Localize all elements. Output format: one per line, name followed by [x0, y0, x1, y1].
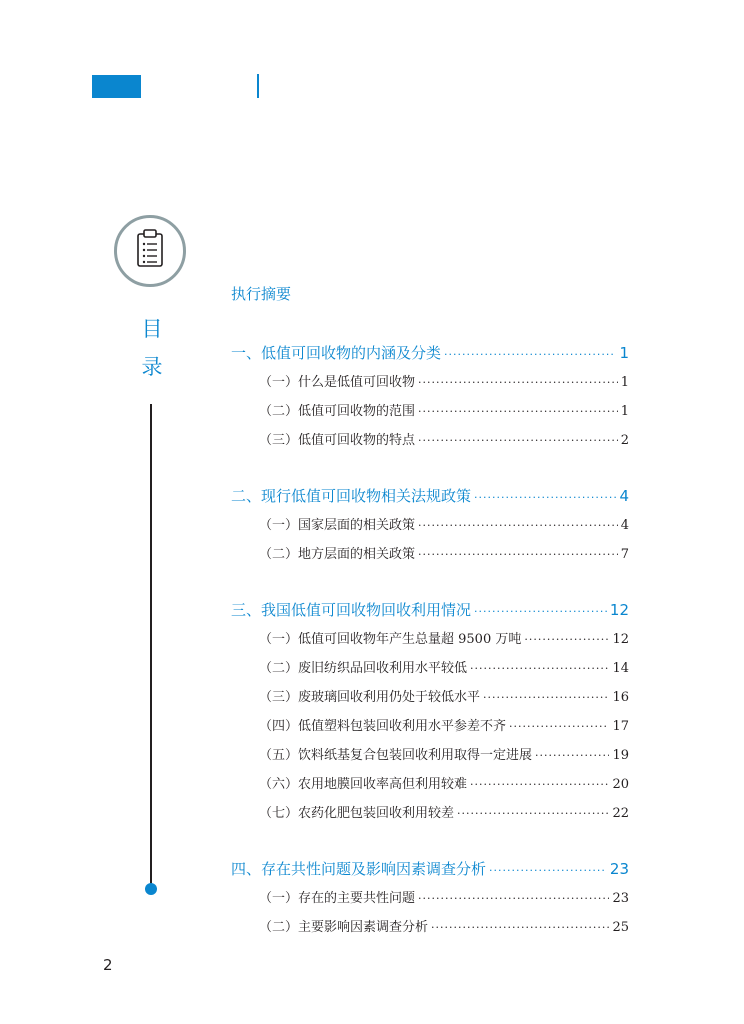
- toc-subentry-page: 16: [612, 690, 629, 705]
- toc-entry[interactable]: [231, 596, 629, 625]
- toc-subentry-page: 12: [612, 632, 629, 647]
- toc-leader-dots: [524, 625, 609, 654]
- decorative-dot: [145, 883, 157, 895]
- toc-subentry[interactable]: [231, 426, 629, 455]
- toc-subentry[interactable]: [231, 368, 629, 397]
- toc-subentry-title: （一）什么是低值可回收物: [259, 375, 416, 390]
- toc-title-char-2: 录: [141, 355, 163, 379]
- toc-leader-dots: [431, 913, 609, 942]
- toc-subentry-page: 17: [612, 719, 629, 734]
- toc-subentry-title: （一）存在的主要共性问题: [259, 891, 416, 906]
- toc-subentry[interactable]: [231, 683, 629, 712]
- toc-leader-dots: [535, 741, 609, 770]
- toc-subentry-title: （六）农用地膜回收率高但利用较难: [259, 777, 468, 792]
- toc-subentry-page: 2: [620, 433, 629, 448]
- toc-subentry-title: （二）废旧纺织品回收利用水平较低: [259, 661, 468, 676]
- toc-subentry-title: （七）农药化肥包装回收利用较差: [259, 806, 455, 821]
- toc-leader-dots: [444, 340, 616, 369]
- toc-leader-dots: [457, 799, 609, 828]
- toc-subentry-title: （一）国家层面的相关政策: [259, 518, 416, 533]
- header-color-block: [92, 75, 141, 98]
- toc-subentry[interactable]: [231, 770, 629, 799]
- toc-subentry[interactable]: [231, 799, 629, 828]
- toc-leader-dots: [470, 654, 609, 683]
- toc-leader-dots: [418, 884, 609, 913]
- toc-section: [231, 482, 629, 569]
- toc-subentry-page: 22: [612, 806, 629, 821]
- toc-subentry-title: （一）低值可回收物年产生总量超 9500 万吨: [259, 632, 522, 647]
- toc-heading-executive-summary[interactable]: 执行摘要: [231, 285, 292, 303]
- toc-leader-dots: [418, 540, 618, 569]
- toc-subentry[interactable]: [231, 741, 629, 770]
- toc-entry[interactable]: [231, 855, 629, 884]
- toc-subentry-page: 7: [620, 547, 629, 562]
- toc-leader-dots: [418, 368, 618, 397]
- toc-subentry[interactable]: [231, 397, 629, 426]
- toc-leader-dots: [474, 483, 616, 512]
- toc-leader-dots: [483, 683, 609, 712]
- toc-entry-title: 三、我国低值可回收物回收利用情况: [231, 601, 472, 619]
- toc-subentry[interactable]: [231, 884, 629, 913]
- toc-entry[interactable]: [231, 482, 629, 511]
- toc-subentry-title: （四）低值塑料包装回收利用水平参差不齐: [259, 719, 507, 734]
- toc-title-char-1: 目: [141, 317, 163, 341]
- toc-leader-dots: [418, 426, 618, 455]
- toc-leader-dots: [470, 770, 609, 799]
- toc-subentry[interactable]: [231, 540, 629, 569]
- toc-section: [231, 855, 629, 942]
- page-number: 2: [103, 956, 113, 974]
- toc-subentry-title: （三）废玻璃回收利用仍处于较低水平: [259, 690, 481, 705]
- toc-entry-title: 二、现行低值可回收物相关法规政策: [231, 487, 472, 505]
- toc-entry-page: 4: [619, 487, 629, 505]
- toc-subentry-page: 25: [612, 920, 629, 935]
- toc-section: [231, 596, 629, 828]
- toc-entry-title: 四、存在共性问题及影响因素调查分析: [231, 860, 487, 878]
- toc-leader-dots: [509, 712, 609, 741]
- toc-leader-dots: [418, 511, 618, 540]
- toc-subentry-title: （二）低值可回收物的范围: [259, 404, 416, 419]
- toc-subentry-page: 19: [612, 748, 629, 763]
- toc-subentry-page: 1: [620, 404, 629, 419]
- toc-subentry-page: 14: [612, 661, 629, 676]
- header-divider-bar: [257, 74, 259, 98]
- toc-subentry-page: 1: [620, 375, 629, 390]
- toc-subentry-page: 4: [620, 518, 629, 533]
- decorative-vertical-line: [150, 404, 152, 888]
- table-of-contents: [231, 284, 629, 969]
- toc-entry[interactable]: [231, 339, 629, 368]
- toc-entry-page: 12: [609, 601, 629, 619]
- toc-leader-dots: [489, 856, 607, 885]
- toc-subentry[interactable]: [231, 712, 629, 741]
- toc-subentry-page: 20: [612, 777, 629, 792]
- toc-subentry-page: 23: [612, 891, 629, 906]
- toc-leader-dots: [474, 597, 607, 626]
- toc-subentry[interactable]: [231, 913, 629, 942]
- toc-entry-title: 一、低值可回收物的内涵及分类: [231, 344, 442, 362]
- toc-entry-page: 23: [609, 860, 629, 878]
- toc-section: [231, 339, 629, 455]
- toc-subentry-title: （二）地方层面的相关政策: [259, 547, 416, 562]
- toc-subentry[interactable]: [231, 511, 629, 540]
- toc-subentry-title: （二）主要影响因素调查分析: [259, 920, 429, 935]
- toc-subentry-title: （五）饮料纸基复合包装回收利用取得一定进展: [259, 748, 533, 763]
- clipboard-list-icon: [114, 215, 186, 287]
- toc-entry-page: 1: [619, 344, 629, 362]
- toc-subentry[interactable]: [231, 625, 629, 654]
- toc-subentry[interactable]: [231, 654, 629, 683]
- toc-subentry-title: （三）低值可回收物的特点: [259, 433, 416, 448]
- toc-leader-dots: [418, 397, 618, 426]
